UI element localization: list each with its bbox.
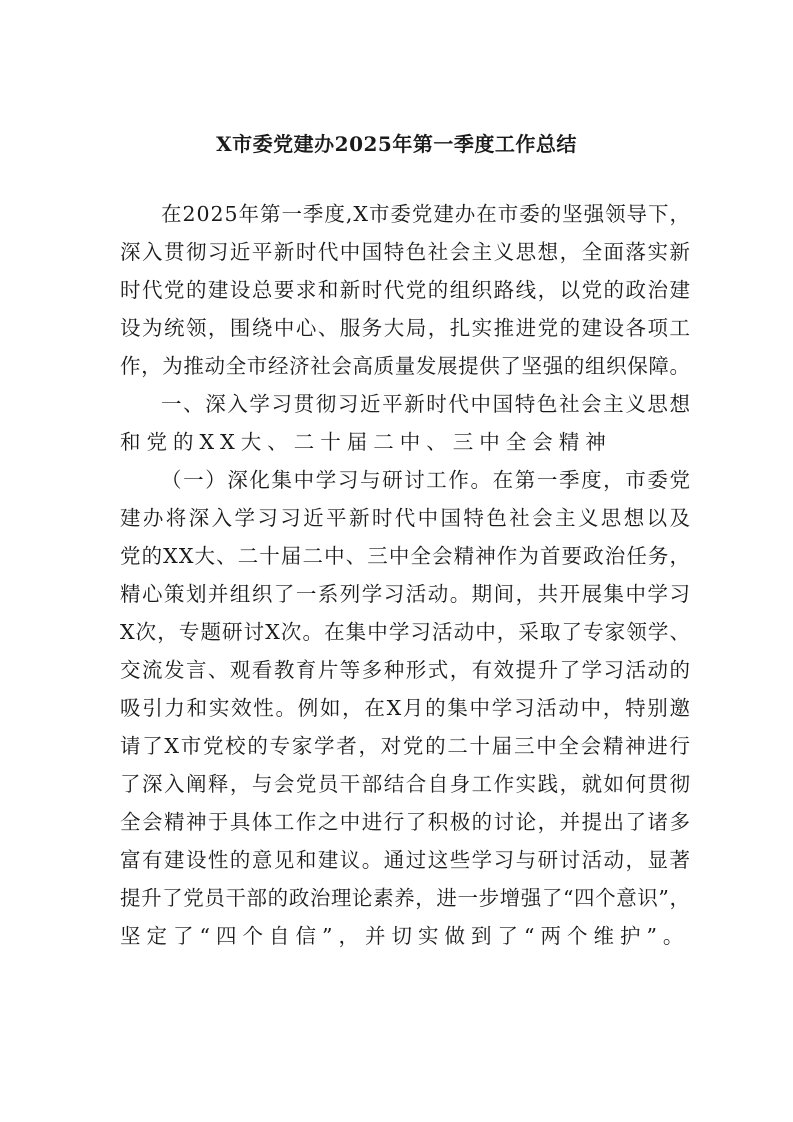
paragraph-line: 坚定了“四个自信”，并切实做到了“两个维护”。 — [120, 924, 690, 948]
paragraph-line: X次，专题研讨X次。在集中学习活动中，采取了专家领学、 — [120, 620, 692, 644]
section-heading-line: 和党的XX大、二十届二中、三中全会精神 — [120, 430, 612, 454]
paragraph-line: 党的XX大、二十届二中、三中全会精神作为首要政治任务， — [120, 544, 692, 568]
paragraph-line: 精心策划并组织了一系列学习活动。期间，共开展集中学习 — [120, 582, 692, 606]
paragraph-line: 全会精神于具体工作之中进行了积极的讨论，并提出了诸多 — [120, 810, 692, 834]
paragraph-line: 深入贯彻习近平新时代中国特色社会主义思想，全面落实新 — [120, 240, 692, 264]
paragraph-line: 提升了党员干部的政治理论素养，进一步增强了“四个意识”， — [120, 886, 691, 910]
document-title: X市委党建办2025年第一季度工作总结 — [216, 132, 577, 156]
paragraph-line: 请了X市党校的专家学者，对党的二十届三中全会精神进行 — [120, 734, 692, 758]
section-heading-line: 一、深入学习贯彻习近平新时代中国特色社会主义思想 — [161, 392, 692, 416]
paragraph-line: 交流发言、观看教育片等多种形式，有效提升了学习活动的 — [120, 658, 692, 682]
paragraph-line: 了深入阐释，与会党员干部结合自身工作实践，就如何贯彻 — [120, 772, 692, 796]
paragraph-line: 时代党的建设总要求和新时代党的组织路线，以党的政治建 — [120, 278, 692, 302]
paragraph-line: 在2025年第一季度,X市委党建办在市委的坚强领导下， — [161, 202, 691, 226]
paragraph-line: 作，为推动全市经济社会高质量发展提供了坚强的组织保障。 — [120, 354, 691, 378]
paragraph-line: 富有建设性的意见和建议。通过这些学习与研讨活动，显著 — [120, 848, 692, 872]
paragraph-line: 建办将深入学习习近平新时代中国特色社会主义思想以及 — [120, 506, 693, 530]
paragraph-line: 吸引力和实效性。例如，在X月的集中学习活动中，特别邀 — [120, 696, 692, 720]
paragraph-line: 设为统领，围绕中心、服务大局，扎实推进党的建设各项工 — [120, 316, 692, 340]
paragraph-line: （一）深化集中学习与研讨工作。在第一季度，市委党 — [161, 468, 692, 492]
